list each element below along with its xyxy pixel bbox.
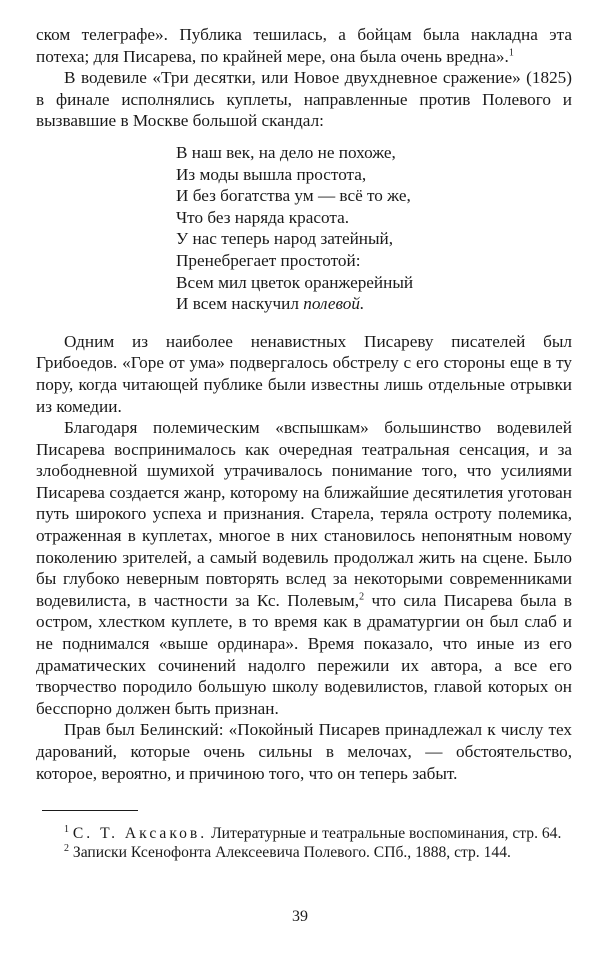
paragraph-belinsky: Прав был Белинский: «Покойный Писарев принадлежал к числу тех дарований, которые очень сильны в мелочах, — обстоятельство, которое, вероятно, и причиною того, что он теперь забыт.	[36, 720, 572, 783]
paragraph-continuation: ском телеграфе». Публика тешилась, а бойцам была накладна эта потеха; для Писарева, по крайней мере, она была очень вредна».$^1$	[36, 25, 572, 66]
poem-line-last: И всем наскучил полевой.	[176, 294, 365, 314]
poem-line: Из моды вышла простота,	[176, 164, 367, 184]
footnote-divider	[42, 810, 138, 811]
footnote-1: $^1$ С. Т. Аксаков. Литературные и театральные воспоминания, стр. 64.	[64, 824, 562, 843]
page-body	[36, 24, 572, 862]
footnote-ref-2: 2	[359, 591, 365, 603]
footnote-ref-1: 1	[508, 46, 514, 58]
footnote-author: С. Т. Аксаков.	[72, 825, 208, 843]
page-number: 39	[292, 908, 308, 925]
paragraph-griboedov: Одним из наиболее ненавистных Писареву писателей был Грибоедов. «Горе от ума» подвергалось обстрелу с его стороны еще в ту пору, когда читающей публике были известны лишь отдельные отрывки из комедии.	[36, 331, 572, 416]
poem-line: У нас теперь народ затейный,	[176, 229, 394, 249]
poem-line: Всем мил цветок оранжерейный	[176, 272, 414, 292]
italic-word: полевой.	[303, 294, 365, 314]
poem-line: И без богатства ум — всё то же,	[176, 186, 411, 206]
footnote-2: $^2$ Записки Ксенофонта Алексеевича Полевого. СПб., 1888, стр. 144.	[64, 842, 511, 861]
poem-line: Что без наряда красота.	[176, 207, 349, 227]
paragraph-polemics: Благодаря полемическим «вспышкам» большинство водевилей Писарева воспринималось как очередная театральная сенсация, и за злободневной шумихой утрачивалось понимание того, что усилиями Писарева создается жанр, которому на ближайшие десятилетия уготован путь широкого успеха и признания. Старела, теряла остроту полемика, отраженная в куплетах, многое в них становилось непонятным новому поколению зрителей, а самый водевиль продолжал жить на сцене. Было бы глубоко неверным повторять вслед за некоторыми современниками водевилиста, в частности за Кс. Полевым,$^2$ что сила Писарева была в остром, хлестком куплете, в то время как в драматургии он был слаб и не поднимался «выше ординара». Время показало, что иные из его драматических сочинений надолго пережили их автора, а все его творчество породило большую школу водевилистов, главой которых он бесспорно должен быть признан.	[36, 418, 572, 718]
poem-line: Пренебрегает простотой:	[176, 250, 361, 270]
poem-line: В наш век, на дело не похоже,	[176, 142, 396, 162]
paragraph-vaudeville: В водевиле «Три десятки, или Новое двухдневное сражение» (1825) в финале исполнялись куплеты, направленные против Полевого и вызвавшие в Москве большой скандал:	[36, 68, 572, 131]
poem-verses	[176, 142, 572, 315]
